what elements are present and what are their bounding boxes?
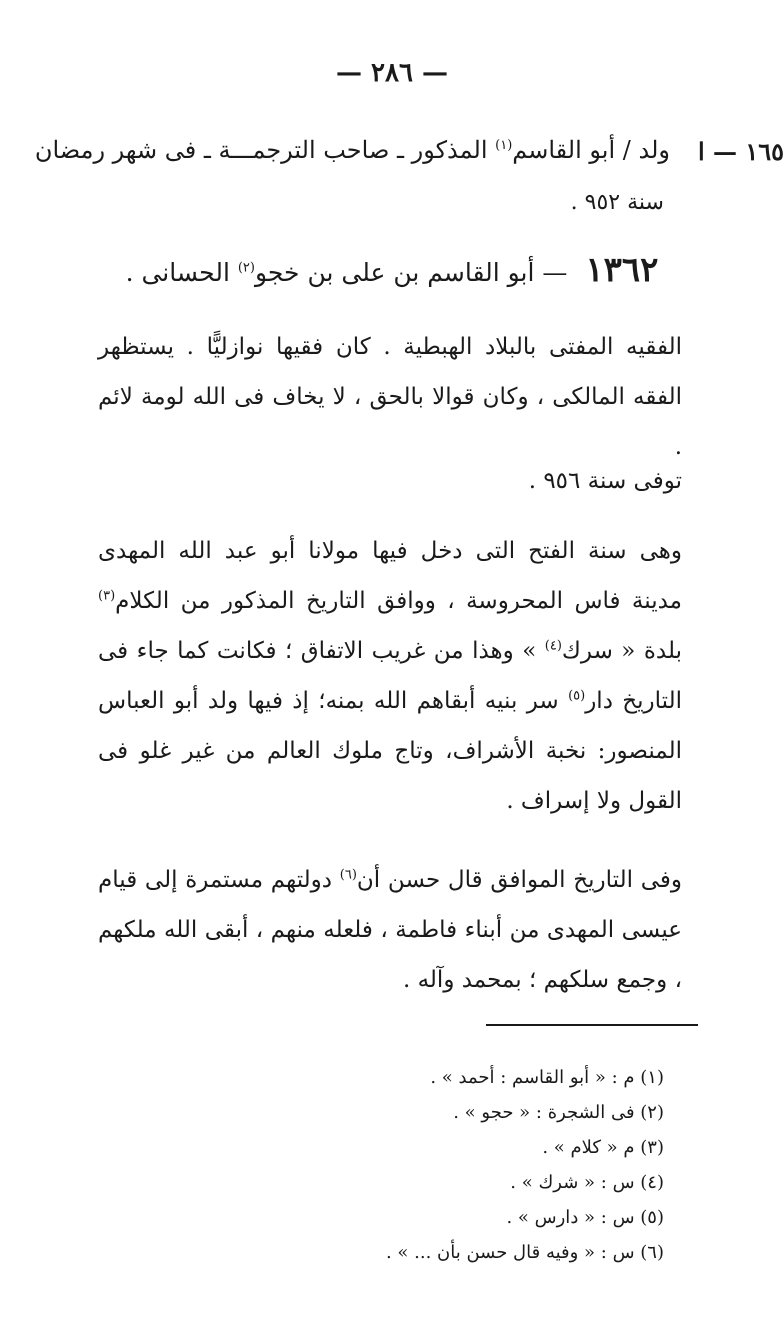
paragraph-biography: الفقيه المفتى بالبلاد الهبطية . كان فقيها نوازليًّا . يستظهر الفقه المالكى ، وكان قوالا بالحق ، لا يخاف فى الله لومة لائم . — [98, 334, 682, 460]
footnotes — [244, 1060, 664, 1270]
opening-text-start: ولد / أبو القاسم — [512, 136, 670, 164]
opening-year-line: سنة ٩٥٢ . — [570, 190, 664, 215]
page-number: — ٢٨٦ — — [335, 58, 449, 88]
margin-reference: ١٦٥ — ا — [697, 137, 784, 166]
entry-name-suffix: الحسانى . — [125, 258, 238, 287]
footnote-item: (٥) س : « دارس » . — [506, 1207, 664, 1228]
conquest-text-1: وهى سنة الفتح التى دخل فيها مولانا أبو عبد الله المهدى مدينة فاس المحروسة ، ووافق التاريخ المذكور من الكلام — [98, 538, 682, 614]
footnote-item: (٦) س : « وفيه قال حسن بأن ... » . — [385, 1242, 664, 1263]
conquest-text-4: سر بنيه أبقاهم الله بمنه؛ إذ فيها ولد أبو العباس المنصور: نخبة الأشراف، وتاج ملوك العالم من غير غلو فى القول ولا إسراف . — [98, 688, 682, 814]
conquest-text-2: بلدة « سرك — [561, 638, 682, 664]
footnote-marker-5: (٥) — [568, 688, 586, 704]
footnote-item: (٣) م « كلام » . — [542, 1137, 664, 1158]
entry-number: ١٣٦٢ — [585, 250, 659, 290]
footnote-marker-6: (٦) — [339, 867, 357, 883]
paragraph-dynasty — [98, 855, 682, 1005]
footnote-item: (١) م : « أبو القاسم : أحمد » . — [430, 1067, 664, 1088]
footnote-marker-4: (٤) — [544, 638, 562, 654]
footnote-separator — [486, 1024, 698, 1026]
entry-name: أبو القاسم بن على بن خجو — [254, 258, 535, 287]
footnote-item: (٤) س : « شرك » . — [510, 1172, 664, 1193]
paragraph-conquest — [98, 526, 682, 826]
footnote-marker-3: (٣) — [98, 588, 116, 604]
paragraph-death-year: توفى سنة ٩٥٦ . — [528, 468, 682, 494]
opening-line — [10, 130, 670, 170]
footnote-marker-2: (٢) — [237, 260, 255, 276]
footnote-item: (٢) فى الشجرة : « حجو » . — [453, 1102, 664, 1123]
conquest-text-3: » وهذا من غريب الاتفاق ؛ فكانت كما جاء فى التاريخ دار — [98, 638, 682, 714]
footnote-marker-1: (١) — [495, 138, 513, 153]
entry-heading — [0, 248, 784, 295]
entry-dash: — — [534, 258, 576, 287]
dynasty-text-1: وفى التاريخ الموافق قال حسن أن — [356, 867, 682, 893]
dynasty-text-2: دولتهم مستمرة إلى قيام عيسى المهدى من أبناء فاطمة ، فلعله منهم ، أبقى الله ملكهم ، وجمع سلكهم ؛ بمحمد وآله . — [98, 867, 682, 993]
opening-text-end: المذكور ـ صاحب الترجمـــة ـ فى شهر رمضان — [34, 136, 496, 164]
